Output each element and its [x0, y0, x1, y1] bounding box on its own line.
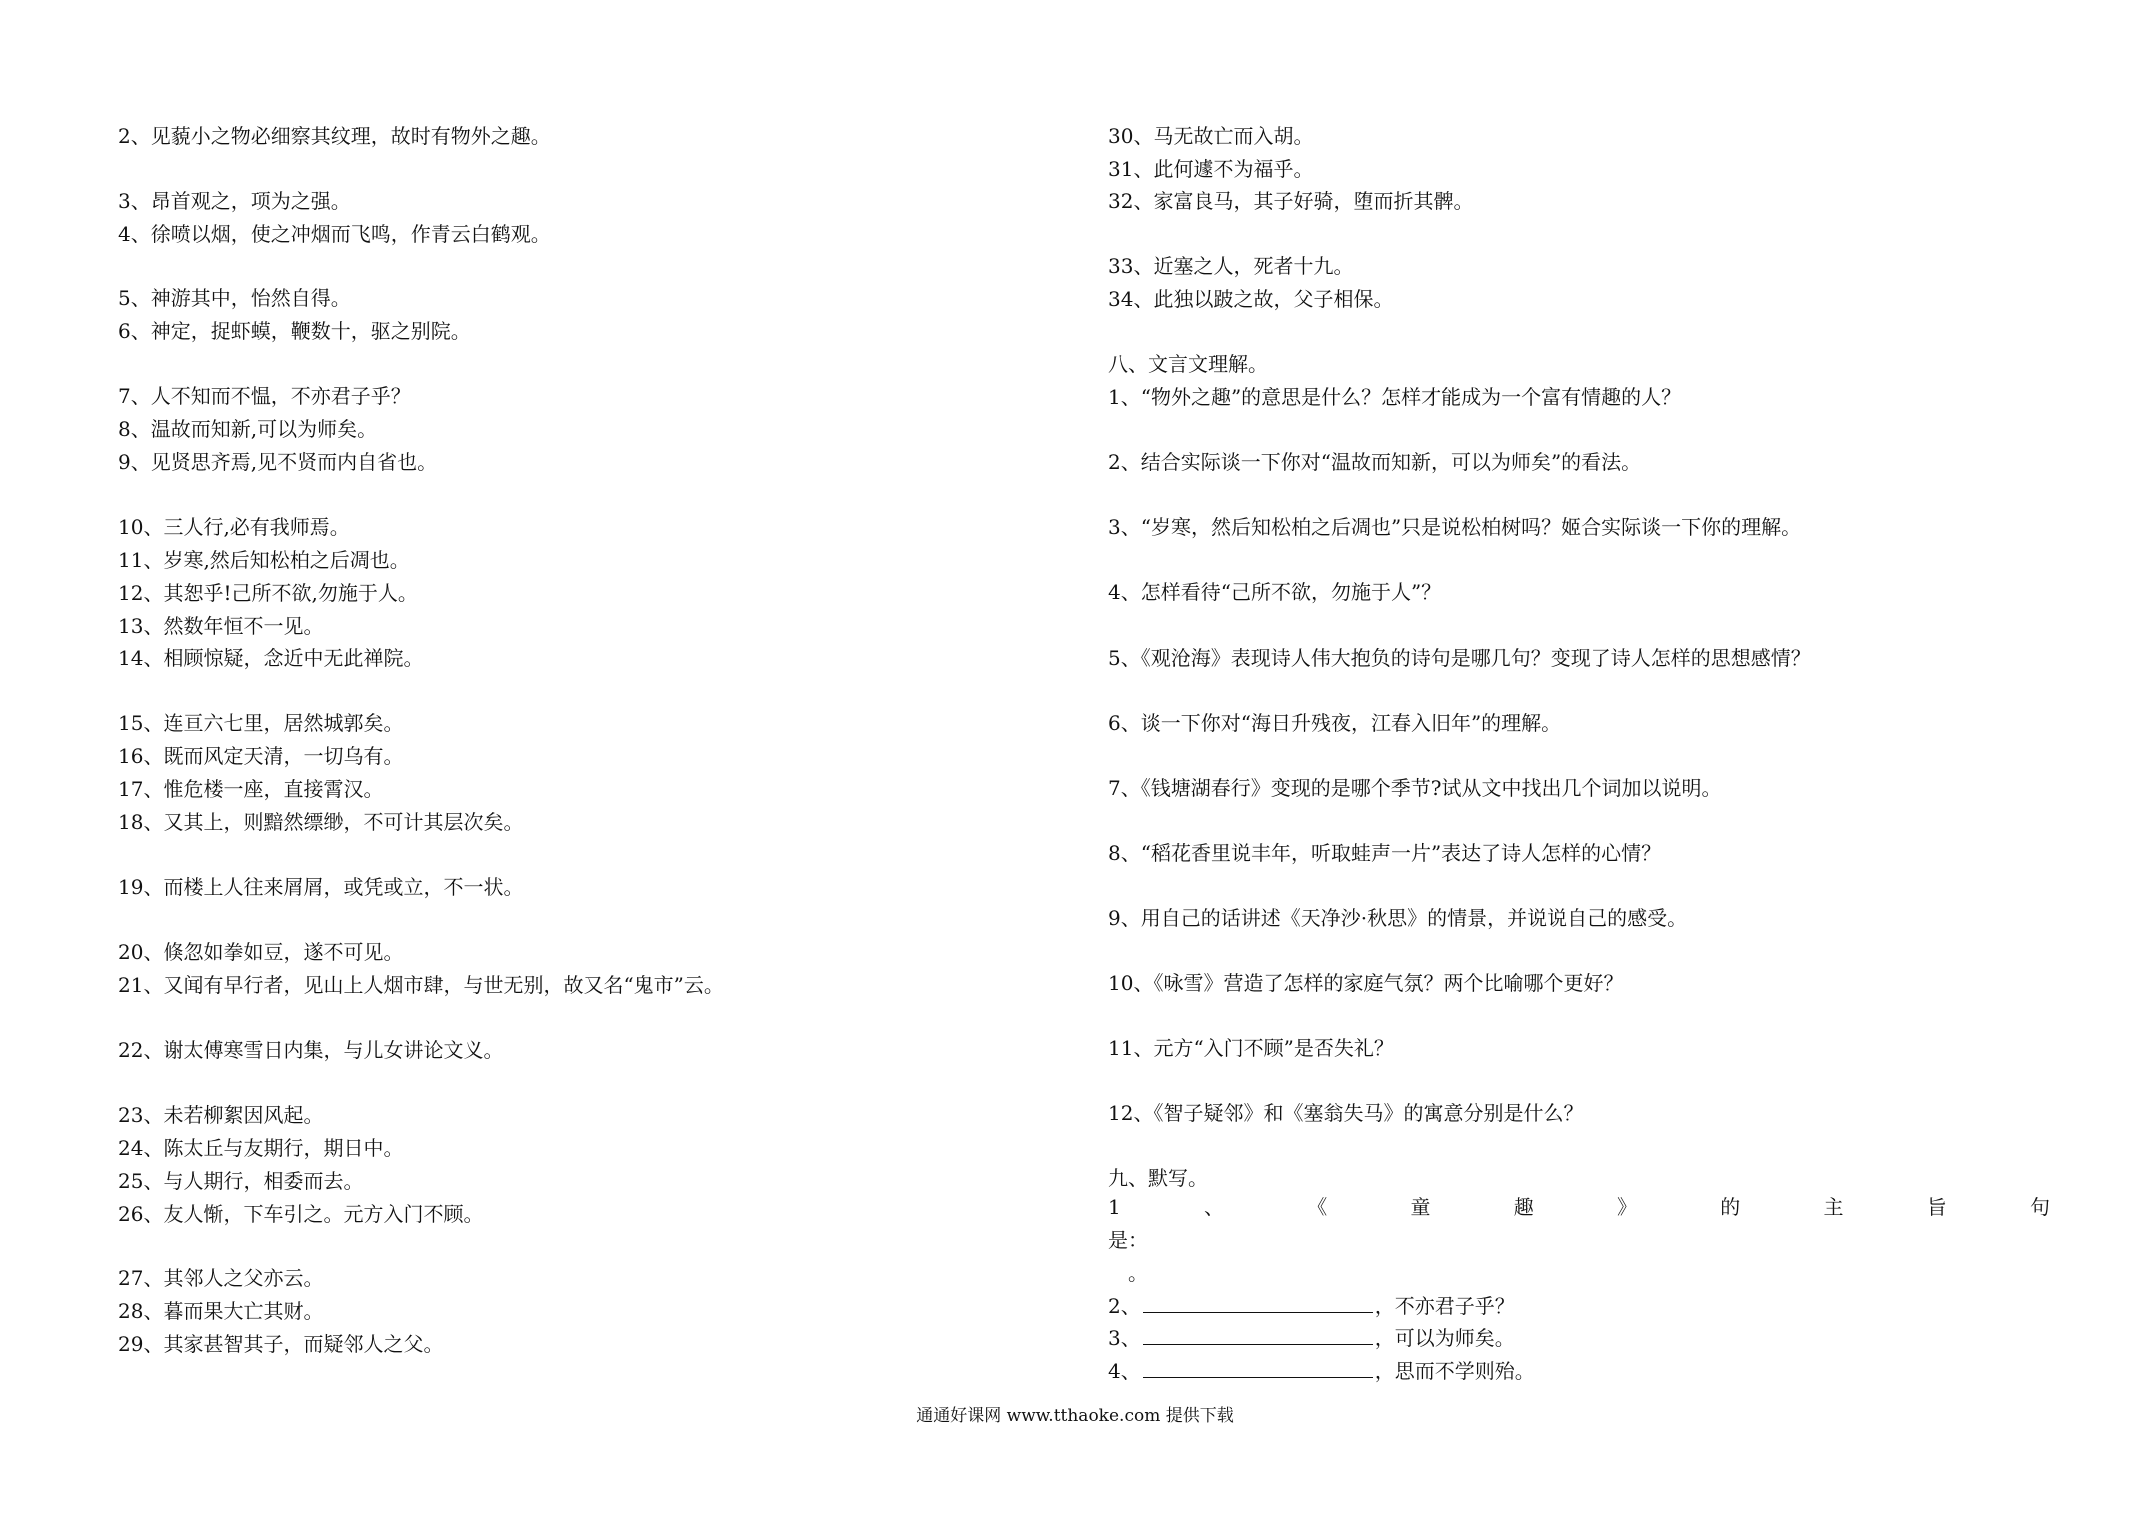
sentence-line: 8、温故而知新,可以为师矣。 — [118, 417, 378, 441]
q1-part: 句 — [2029, 1195, 2050, 1219]
question-line: 12、《智子疑邻》和《塞翁失马》的寓意分别是什么？ — [1108, 1101, 1584, 1125]
question-line: 3、“岁寒，然后知松柏之后凋也”只是说松柏树吗？姬合实际谈一下你的理解。 — [1108, 515, 1802, 539]
sentence-line: 17、惟危楼一座，直接霄汉。 — [118, 777, 384, 801]
question-line: 9、用自己的话讲述《天净沙·秋思》的情景，并说说自己的感受。 — [1108, 906, 1688, 930]
q1-part: 旨 — [1926, 1195, 1947, 1219]
sentence-line: 11、岁寒,然后知松柏之后凋也。 — [118, 548, 410, 572]
q1-part: 《 — [1307, 1195, 1328, 1219]
q2-text: ，不亦君子乎？ — [1374, 1294, 1515, 1318]
q1-part: 1 — [1108, 1195, 1121, 1219]
sentence-line: 15、连亘六七里，居然城郭矣。 — [118, 711, 404, 735]
question-line: 4、怎样看待“己所不欲，勿施于人”？ — [1108, 580, 1442, 604]
sentence-line: 30、马无故亡而入胡。 — [1108, 124, 1314, 148]
question-line: 10、《咏雪》营造了怎样的家庭气氛？两个比喻哪个更好？ — [1108, 971, 1624, 995]
sentence-line: 12、其恕乎!己所不欲,勿施于人。 — [118, 581, 418, 605]
sentence-line: 16、既而风定天清，一切乌有。 — [118, 744, 404, 768]
q1-part: 童 — [1410, 1195, 1431, 1219]
dictation-q1-end: 。 — [1128, 1261, 1148, 1285]
sentence-line: 27、其邻人之父亦云。 — [118, 1266, 324, 1290]
sentence-line: 7、人不知而不愠，不亦君子乎？ — [118, 384, 411, 408]
q1-part: 、 — [1203, 1195, 1224, 1219]
sentence-line: 3、昂首观之，项为之强。 — [118, 189, 351, 213]
q2-number: 2、 — [1108, 1294, 1141, 1318]
q1-part: 主 — [1823, 1195, 1844, 1219]
footer-source: 通通好课网 www.tthaoke.com 提供下载 — [916, 1406, 1234, 1426]
sentence-line: 28、暮而果大亡其财。 — [118, 1299, 324, 1323]
sentence-line: 4、徐喷以烟，使之冲烟而飞鸣，作青云白鹤观。 — [118, 222, 551, 246]
question-line: 6、谈一下你对“海日升残夜，江春入旧年”的理解。 — [1108, 711, 1562, 735]
sentence-line: 25、与人期行，相委而去。 — [118, 1169, 364, 1193]
sentence-line: 33、近塞之人，死者十九。 — [1108, 254, 1354, 278]
sentence-line: 22、谢太傅寒雪日内集，与儿女讲论文义。 — [118, 1038, 504, 1062]
answer-blank[interactable] — [1143, 1359, 1373, 1378]
question-line: 7、《钱塘湖春行》变现的是哪个季节?试从文中找出几个词加以说明。 — [1108, 776, 1722, 800]
sentence-line: 9、见贤思齐焉,见不贤而内自省也。 — [118, 450, 438, 474]
sentence-line: 34、此独以跛之故，父子相保。 — [1108, 287, 1394, 311]
sentence-line: 19、而楼上人往来屑屑，或凭或立，不一状。 — [118, 875, 524, 899]
q4-number: 4、 — [1108, 1359, 1141, 1383]
q1-part: 》 — [1616, 1195, 1637, 1219]
sentence-line: 13、然数年恒不一见。 — [118, 614, 324, 638]
sentence-line: 14、相顾惊疑，念近中无此禅院。 — [118, 646, 424, 670]
q3-text: ，可以为师矣。 — [1374, 1326, 1515, 1350]
q1-part: 趣 — [1513, 1195, 1534, 1219]
answer-blank[interactable] — [1143, 1294, 1373, 1313]
section-heading: 八、文言文理解。 — [1108, 352, 1268, 376]
sentence-line: 26、友人惭，下车引之。元方入门不顾。 — [118, 1202, 484, 1226]
dictation-q1-tail: 是： — [1108, 1228, 1148, 1252]
sentence-line: 18、又其上，则黯然缥缈，不可计其层次矣。 — [118, 810, 524, 834]
sentence-line: 29、其家甚智其子，而疑邻人之父。 — [118, 1332, 444, 1356]
dictation-question-1 — [1108, 1195, 2050, 1219]
sentence-line: 10、三人行,必有我师焉。 — [118, 515, 350, 539]
q4-text: ，思而不学则殆。 — [1374, 1359, 1535, 1383]
sentence-line: 2、见藐小之物必细察其纹理，故时有物外之趣。 — [118, 124, 551, 148]
sentence-line: 20、倏忽如拳如豆，遂不可见。 — [118, 940, 404, 964]
question-line: 11、元方“入门不顾”是否失礼？ — [1108, 1036, 1394, 1060]
sentence-line: 24、陈太丘与友期行，期日中。 — [118, 1136, 404, 1160]
section-heading: 九、默写。 — [1108, 1166, 1208, 1190]
sentence-line: 6、神定，捉虾蟆，鞭数十，驱之别院。 — [118, 319, 471, 343]
sentence-line: 31、此何遽不为福乎。 — [1108, 157, 1314, 181]
question-line: 2、结合实际谈一下你对“温故而知新，可以为师矣”的看法。 — [1108, 450, 1642, 474]
dictation-question-3 — [1108, 1326, 1515, 1350]
sentence-line: 32、家富良马，其子好骑，堕而折其髀。 — [1108, 189, 1474, 213]
dictation-question-2 — [1108, 1294, 1515, 1318]
q3-number: 3、 — [1108, 1326, 1141, 1350]
answer-blank[interactable] — [1143, 1326, 1373, 1345]
q1-part: 的 — [1720, 1195, 1741, 1219]
sentence-line: 23、未若柳絮因风起。 — [118, 1103, 324, 1127]
question-line: 5、《观沧海》表现诗人伟大抱负的诗句是哪几句？变现了诗人怎样的思想感情？ — [1108, 646, 1811, 670]
question-line: 8、“稻花香里说丰年，听取蛙声一片”表达了诗人怎样的心情？ — [1108, 841, 1662, 865]
dictation-question-4 — [1108, 1359, 1535, 1383]
question-line: 1、“物外之趣”的意思是什么？怎样才能成为一个富有情趣的人？ — [1108, 385, 1682, 409]
sentence-line: 21、又闻有早行者，见山上人烟市肆，与世无别，故又名“鬼市”云。 — [118, 973, 724, 997]
sentence-line: 5、神游其中，怡然自得。 — [118, 286, 351, 310]
